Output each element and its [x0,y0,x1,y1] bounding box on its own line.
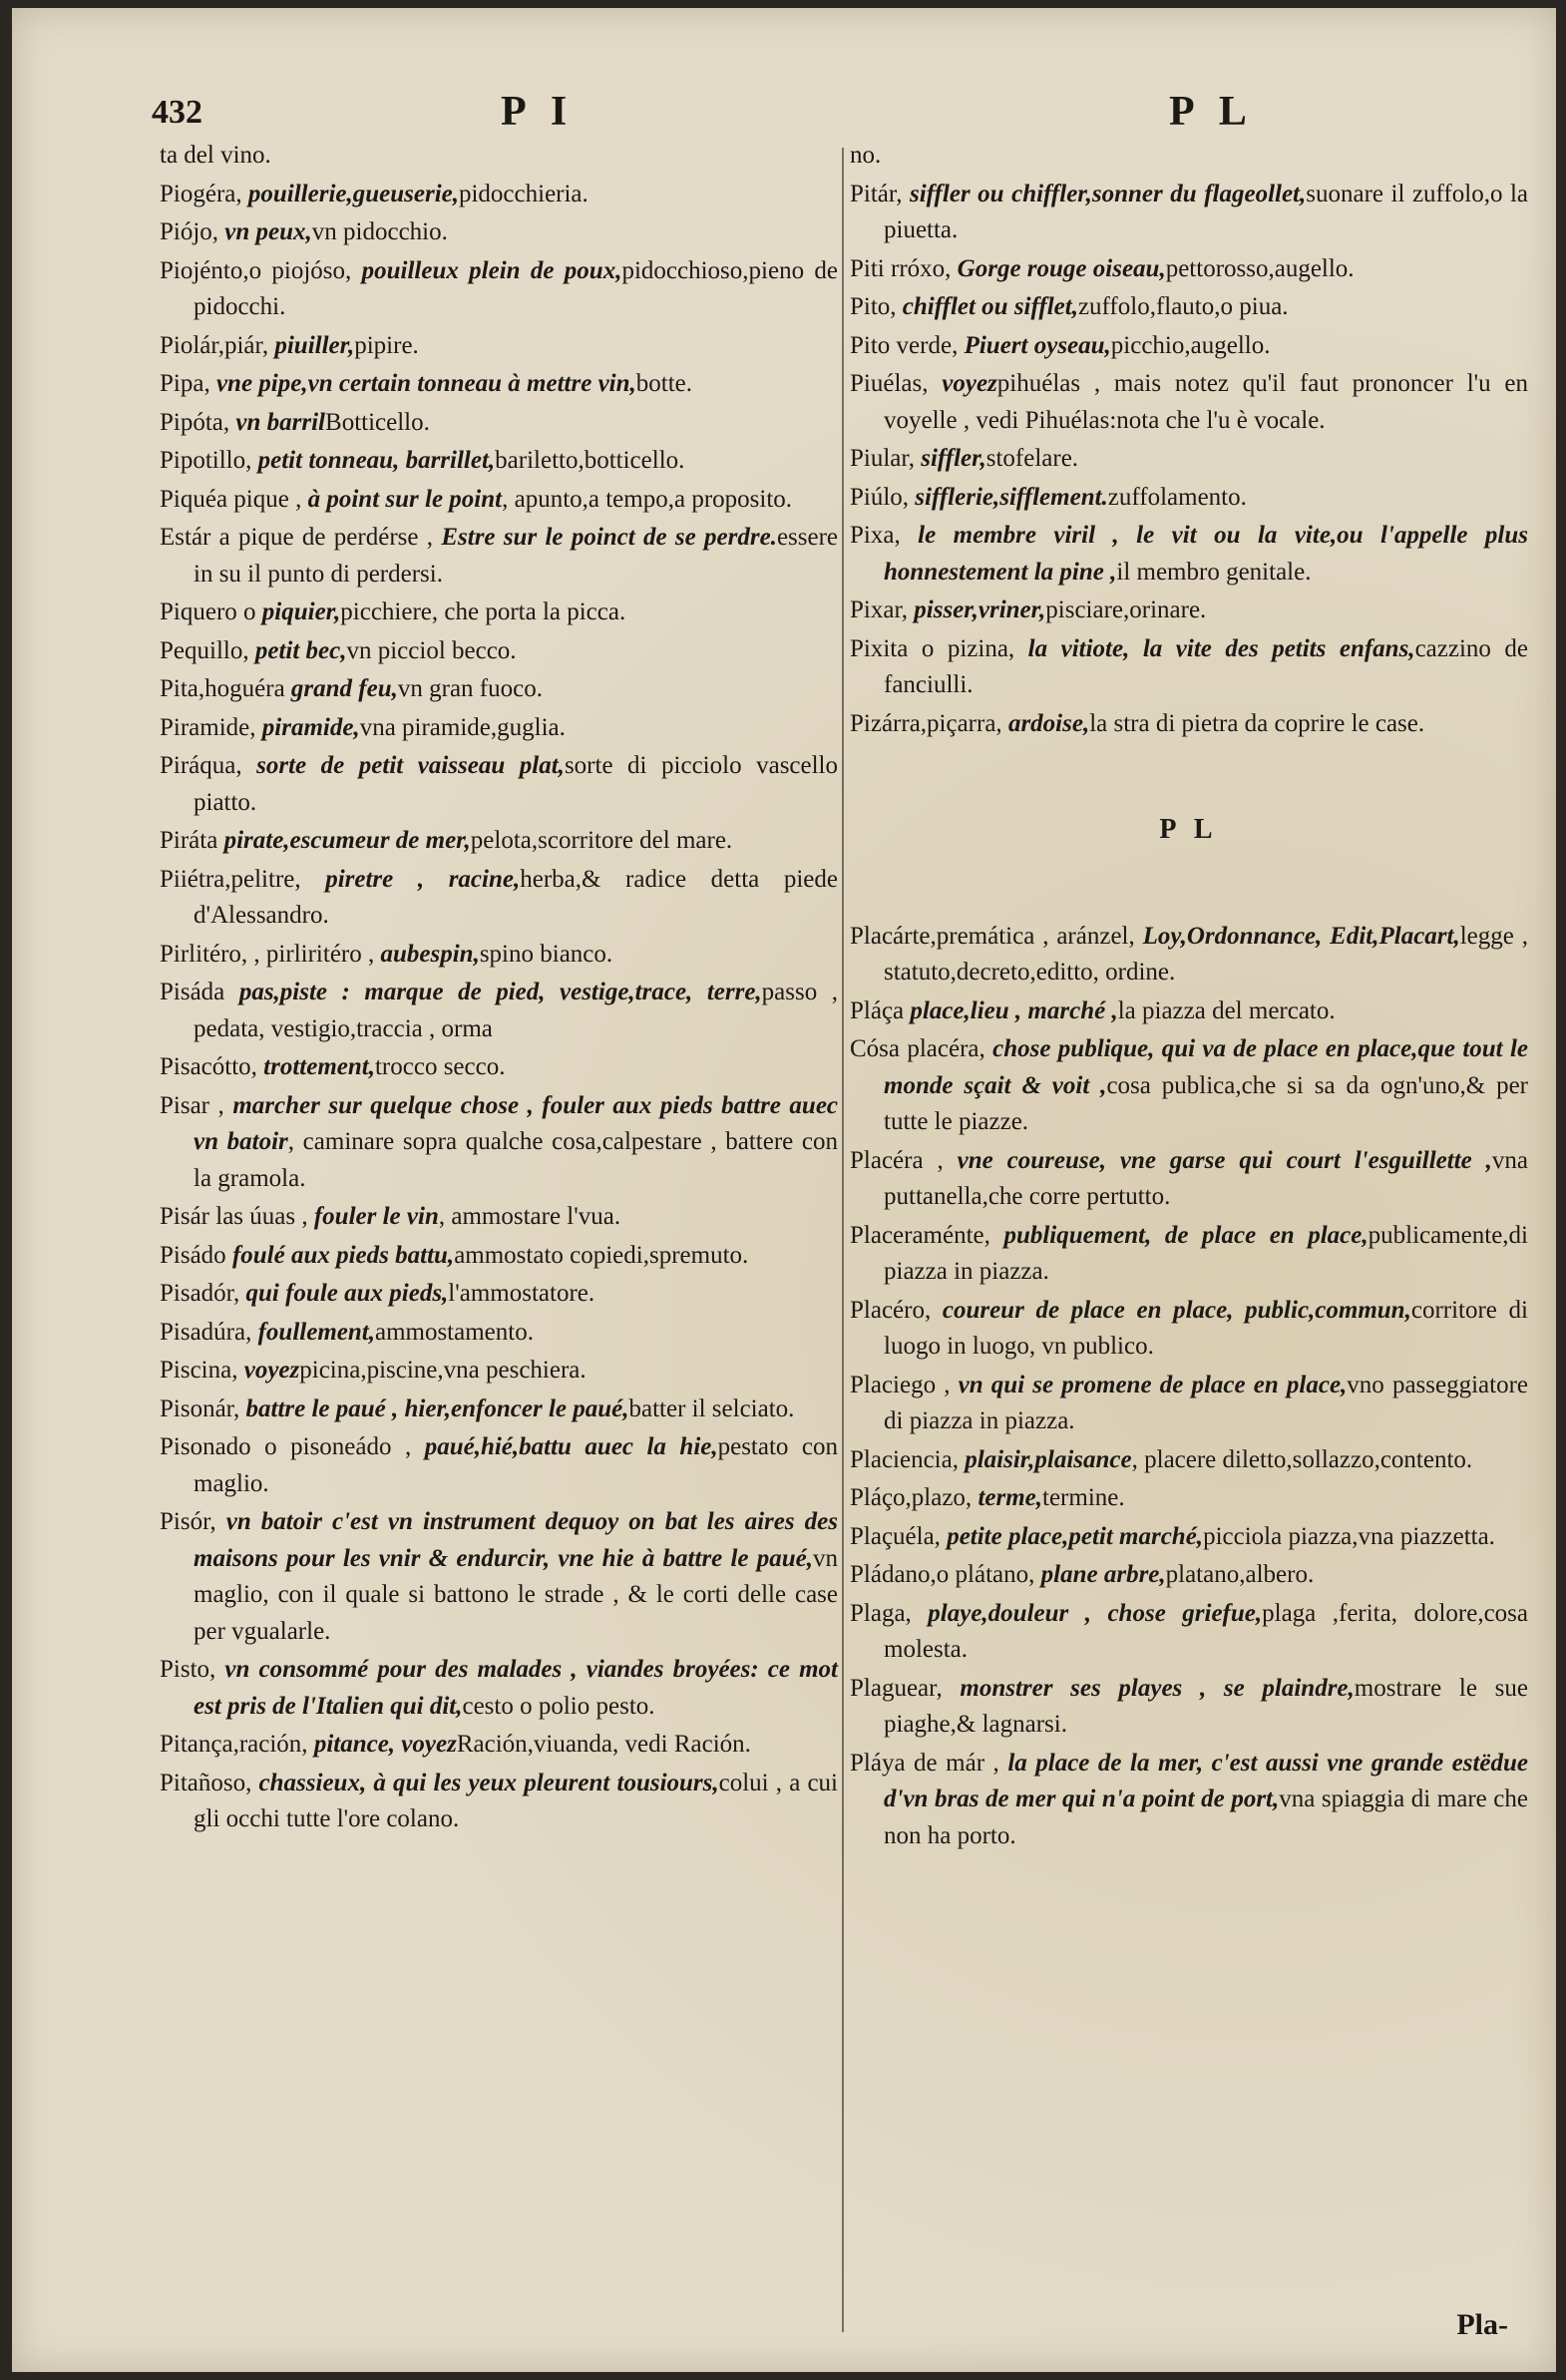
left-column [160,138,838,1840]
italian-gloss: botte. [635,370,693,397]
headword: Piuélas, [850,370,929,397]
headword: Placiego , [850,1371,951,1398]
italian-gloss: vn maglio, con il quale si battono le strade , & le corti delle case per vgualarle. [194,1544,838,1645]
headword: Pláya de már , [850,1749,999,1777]
dictionary-entry [850,631,1528,704]
dictionary-entry [850,177,1528,249]
headword: Placárte,premática , aránzel, [850,922,1135,950]
italian-gloss: plaga ,ferita, dolore,cosa molesta. [884,1599,1528,1663]
french-gloss: place,lieu , marché , [910,996,1118,1024]
italian-gloss: l'ammostatore. [448,1280,595,1307]
italian-gloss: colui , a cui gli occhi tutte l'ore colano. [194,1769,838,1832]
headword: Piolár,piár, [160,331,269,359]
italian-gloss: corritore di luogo in luogo, vn publico. [884,1296,1528,1360]
italian-gloss: vn picciol becco. [346,636,517,664]
headword: Plaçuéla, [850,1522,941,1550]
catchword: Pla- [1456,2308,1508,2341]
italian-gloss: Botticello. [325,408,430,436]
french-gloss: vn qui se promene de place en place, [958,1371,1348,1398]
headword: Pisáda [160,979,225,1005]
dictionary-entry [850,706,1528,743]
french-gloss: qui foule aux pieds, [245,1280,449,1307]
dictionary-entry [850,1031,1528,1141]
dictionary-entry [160,1766,838,1838]
italian-gloss: pipire. [354,331,419,359]
dictionary-entry [160,710,838,747]
dictionary-entry [160,671,838,708]
headword: Piogéra, [160,180,242,207]
headword: Pitança,ración, [160,1731,308,1758]
dictionary-entry [160,748,838,821]
headword: Pitañoso, [160,1769,252,1796]
dictionary-entry [160,1199,838,1236]
dictionary-entry [160,138,838,175]
section-heading: P L [1159,814,1219,845]
headword: Piular, [850,445,915,472]
headword: Pipa, [160,370,210,397]
dictionary-entry [160,520,838,593]
headword: Pixa, [850,522,901,549]
french-gloss: petit bec, [254,636,347,664]
headword: Pitár, [850,180,903,207]
italian-gloss: la piazza del mercato. [1117,996,1336,1024]
french-gloss: fouler le vin [313,1203,439,1230]
headword: Pisádo [160,1241,226,1269]
french-gloss: le membre viril , le vit ou la vite,ou l'appelle plus honnestement la pine , [884,522,1528,586]
dictionary-entry [850,1671,1528,1744]
dictionary-entry [160,1429,838,1502]
dictionary-entry [160,1049,838,1086]
french-gloss: foullement, [257,1318,375,1346]
dictionary-entry [160,1238,838,1275]
dictionary-entry [160,253,838,326]
dictionary-entry [160,177,838,213]
french-gloss: chassieux, à qui les yeux pleurent tousiours, [258,1769,719,1796]
french-gloss: Piuert oyseau, [964,331,1111,359]
italian-gloss: Ración,viuanda, vedi Ración. [456,1731,751,1758]
french-gloss: chifflet ou sifflet, [902,293,1078,320]
headword: Piscina, [160,1357,238,1384]
dictionary-entry [160,1315,838,1352]
french-gloss: marcher sur quelque chose , fouler aux pieds battre auec vn batoir [194,1091,839,1155]
column-rule [842,148,844,2332]
dictionary-entry [850,1480,1528,1517]
italian-gloss: suonare il zuffolo,o la piuetta. [884,180,1529,243]
french-gloss: piquier, [261,598,341,625]
italian-gloss: picchiere, che porta la picca. [340,598,626,625]
italian-gloss: picciola piazza,vna piazzetta. [1203,1522,1495,1550]
dictionary-entry [850,441,1528,478]
french-gloss: la vitiote, la vite des petits enfans, [1027,634,1415,662]
italian-gloss: passo , pedata, vestigio,traccia , orma [194,979,838,1042]
dictionary-entry [850,919,1528,992]
italian-gloss: mostrare le sue piaghe,& lagnarsi. [884,1674,1528,1738]
dictionary-entry [850,1557,1528,1594]
italian-gloss: pelota,scorritore del mare. [470,827,733,854]
headword: Pisadúra, [160,1318,252,1346]
italian-gloss: cazzino de fanciulli. [884,634,1528,698]
headword: Piiétra,pelitre, [160,865,301,893]
french-gloss: foulé aux pieds battu, [231,1241,455,1269]
dictionary-entry [160,823,838,860]
dictionary-entry [160,1727,838,1764]
french-gloss: publiquement, de place en place, [1003,1221,1369,1249]
dictionary-entry [160,1652,838,1725]
french-gloss: siffler ou chiffler,sonner du flageollet, [910,180,1307,207]
french-gloss: vne coureuse, vne garse qui court l'esguillette , [957,1146,1492,1174]
headword: Piráqua, [160,752,242,779]
italian-gloss: , ammostare l'vua. [438,1203,621,1230]
french-gloss: aubespin, [380,940,480,968]
italian-gloss: vn gran fuoco. [397,675,543,702]
dictionary-entry [160,482,838,519]
headword: Cósa placéra, [850,1035,985,1062]
headword: Piráta [160,827,218,854]
dictionary-entry [850,480,1528,517]
headword: Piúlo, [850,483,910,511]
dictionary-entry [850,1596,1528,1669]
headword: Placéra , [850,1146,944,1174]
dictionary-entry [850,328,1528,365]
italian-gloss: la stra di pietra da coprire le case. [1089,709,1425,737]
french-gloss: pouilleux plein de poux, [361,256,622,284]
french-gloss: pirate,escumeur de mer, [223,827,471,854]
dictionary-entry [160,862,838,935]
headword: Pipóta, [160,408,230,436]
headword: Pisacótto, [160,1053,257,1080]
dictionary-entry [850,1218,1528,1291]
french-gloss: ardoise, [1007,709,1090,737]
italian-gloss: pisciare,orinare. [1045,596,1207,623]
headword: Pequillo, [160,636,249,664]
page-number: 432 [152,94,202,131]
french-gloss: siffler, [921,445,986,472]
headword: Pixar, [850,596,909,623]
dictionary-entry [160,975,838,1047]
headword: Pixita o pizina, [850,634,1015,662]
dictionary-entry [850,993,1528,1030]
headword: Plaga, [850,1599,912,1627]
italian-gloss: zuffolo,flauto,o piua. [1077,293,1289,320]
dictionary-entry [160,937,838,974]
french-gloss: piretre , racine, [325,865,521,893]
italian-gloss: spino bianco. [479,940,613,968]
italian-gloss: ammostamento. [374,1318,534,1346]
french-gloss: Estre sur le poinct de se perdre. [441,524,777,551]
french-gloss: sorte de petit vaisseau plat, [256,752,565,779]
headword: Piquero o [160,598,256,625]
french-gloss: vne pipe,vn certain tonneau à mettre vin, [215,370,636,397]
headword: Pládano,o plátano, [850,1561,1035,1588]
italian-gloss: pihuélas , mais notez qu'il faut prononcer l'u en voyelle , vedi Pihuélas:nota che l'u è vocale. [884,370,1529,434]
french-gloss: grand feu, [290,675,398,702]
french-gloss: voyez [243,1357,300,1384]
italian-gloss: publicamente,di piazza in piazza. [884,1221,1528,1285]
continued-line: no. [850,142,882,169]
italian-gloss: pestato con maglio. [194,1433,838,1497]
italian-gloss: ta del vino. [160,142,271,169]
italian-gloss: zuffolamento. [1107,483,1247,511]
italian-gloss: pettorosso,augello. [1165,254,1355,282]
headword: Pisonado o pisoneádo , [160,1433,412,1460]
headword: Pisar , [160,1091,224,1119]
headword: Placiencia, [850,1445,959,1473]
dictionary-entry [850,518,1528,591]
headword: Piquéa pique , [160,485,302,513]
italian-gloss: batter il selciato. [628,1394,795,1422]
headword: Plaguear, [850,1674,943,1702]
headword: Pisadór, [160,1280,240,1307]
italian-gloss: , placere diletto,sollazzo,contento. [1131,1445,1473,1473]
dictionary-entry [850,289,1528,326]
headword: Piojénto,o piojóso, [160,256,352,284]
italian-gloss: vna puttanella,che corre pertutto. [884,1146,1529,1210]
french-gloss: monstrer ses playes , se plaindre, [960,1674,1355,1702]
italian-gloss: bariletto,botticello. [495,447,685,474]
italian-gloss: vn pidocchio. [311,218,448,245]
dictionary-entry [850,366,1528,439]
french-gloss: pouillerie,gueuserie, [247,180,459,207]
french-gloss: vn barril [235,408,326,436]
headword: Pirlitéro, , pirliritéro , [160,940,375,968]
headword: Pipotillo, [160,447,252,474]
headword: Pita,hoguéra [160,675,285,702]
italian-gloss: picina,piscine,vna peschiera. [299,1357,587,1384]
headword: Pisár las úuas , [160,1203,308,1230]
italian-gloss: stofelare. [985,445,1079,472]
french-gloss: voyez [942,370,997,397]
header-right: P L [1169,89,1255,135]
french-gloss: Loy,Ordonnance, Edit,Placart, [1142,922,1460,950]
italian-gloss: essere in su il punto di perdersi. [194,524,839,588]
headword: Placeraménte, [850,1221,990,1249]
french-gloss: à point sur le point [307,485,503,513]
dictionary-entry [850,1143,1528,1216]
headword: Piramide, [160,713,256,741]
french-gloss: terme, [978,1484,1043,1511]
dictionary-entry [850,593,1528,629]
french-gloss: trottement, [263,1053,375,1080]
italian-gloss: pidocchioso,pieno de pidocchi. [194,256,838,320]
italian-gloss: , apunto,a tempo,a proposito. [502,485,793,513]
french-gloss: plane arbre, [1040,1561,1166,1588]
dictionary-entry [160,214,838,251]
french-gloss: piramide, [261,713,360,741]
french-gloss: chose publique, qui va de place en place,que tout le monde sçait & voit , [884,1035,1529,1099]
french-gloss: la place de la mer, c'est aussi vne grande estëdue d'vn bras de mer qui n'a point de port, [884,1749,1528,1812]
dictionary-entry [160,633,838,670]
dictionary-entry [850,251,1528,288]
dictionary-entry [160,1353,838,1389]
headword: Estár a pique de perdérse , [160,524,434,551]
dictionary-entry [850,1442,1528,1479]
dictionary-entry [160,366,838,403]
book-page [12,8,1556,2372]
dictionary-entry [160,595,838,631]
right-column [850,138,1528,1856]
french-gloss: pas,piste : marque de pied, vestige,trace, terre, [238,979,762,1005]
italian-gloss: picchio,augello. [1110,331,1271,359]
italian-gloss: vna piramide,guglia. [359,713,566,741]
italian-gloss: sorte di picciolo vascello piatto. [194,752,839,816]
headword: Pizárra,piçarra, [850,709,1002,737]
french-gloss: petit tonneau, barrillet, [257,447,496,474]
french-gloss: paué,hié,battu auec la hie, [424,1433,718,1460]
italian-gloss: pidocchieria. [458,180,588,207]
french-gloss: vn peux, [224,218,312,245]
dictionary-entry [160,1391,838,1428]
italian-gloss: ammostato copiedi,spremuto. [454,1241,749,1269]
italian-gloss: trocco secco. [374,1053,506,1080]
dictionary-entry [850,1519,1528,1556]
italian-gloss: cesto o polio pesto. [462,1692,655,1720]
french-gloss: playe,douleur , chose griefue, [928,1599,1263,1627]
headword: Pito, [850,293,897,320]
dictionary-entry [850,1746,1528,1855]
dictionary-entry [160,1276,838,1313]
french-gloss: pisser,vriner, [914,596,1046,623]
headword: Pisto, [160,1656,216,1683]
italian-gloss: vno passeggiatore di piazza in piazza. [884,1371,1529,1434]
italian-gloss: herba,& radice detta piede d'Alessandro. [194,865,838,929]
headword: Pláço,plazo, [850,1484,973,1511]
headword: Piójo, [160,218,219,245]
headword: Piti rróxo, [850,254,952,282]
dictionary-entry [850,1368,1528,1440]
french-gloss: piuiller, [274,331,355,359]
dictionary-entry [160,1504,838,1650]
dictionary-entry [850,1293,1528,1366]
italian-gloss: legge , statuto,decreto,editto, ordine. [884,922,1528,986]
french-gloss: battre le paué , hier,enfoncer le paué, [245,1394,629,1422]
headword: Placéro, [850,1296,932,1324]
dictionary-entry [160,443,838,480]
dictionary-entry [160,1088,838,1198]
french-gloss: Gorge rouge oiseau, [957,254,1166,282]
dictionary-entry [160,328,838,365]
italian-gloss: cosa publica,che si sa da ogn'uno,& per tutte le piazze. [884,1071,1528,1135]
italian-gloss: , caminare sopra qualche cosa,calpestare , battere con la gramola. [194,1128,839,1192]
french-gloss: sifflerie,sifflement. [915,483,1108,511]
italian-gloss: il membro genitale. [1116,558,1312,586]
headword: Pito verde, [850,331,959,359]
french-gloss: vn consommé pour des malades , viandes broyées: ce mot est pris de l'Italien qui dit, [194,1656,839,1720]
french-gloss: coureur de place en place, public,commun, [942,1296,1411,1324]
italian-gloss: platano,albero. [1165,1561,1315,1588]
french-gloss: vn batoir c'est vn instrument dequoy on bat les aires des maisons pour les vnir & endurcir, vne hie à battre le paué, [194,1508,838,1572]
french-gloss: petite place,petit marché, [947,1522,1204,1550]
headword: Pisonár, [160,1394,240,1422]
french-gloss: plaisir,plaisance [965,1445,1132,1473]
italian-gloss: termine. [1042,1484,1125,1511]
headword: Pisór, [160,1508,216,1535]
headword: Pláça [850,996,905,1024]
header-left: P I [501,89,576,135]
italian-gloss: vna spiaggia di mare che non ha porto. [884,1785,1528,1849]
dictionary-entry [160,405,838,442]
french-gloss: pitance, voyez [313,1731,457,1758]
running-head [152,88,1516,138]
